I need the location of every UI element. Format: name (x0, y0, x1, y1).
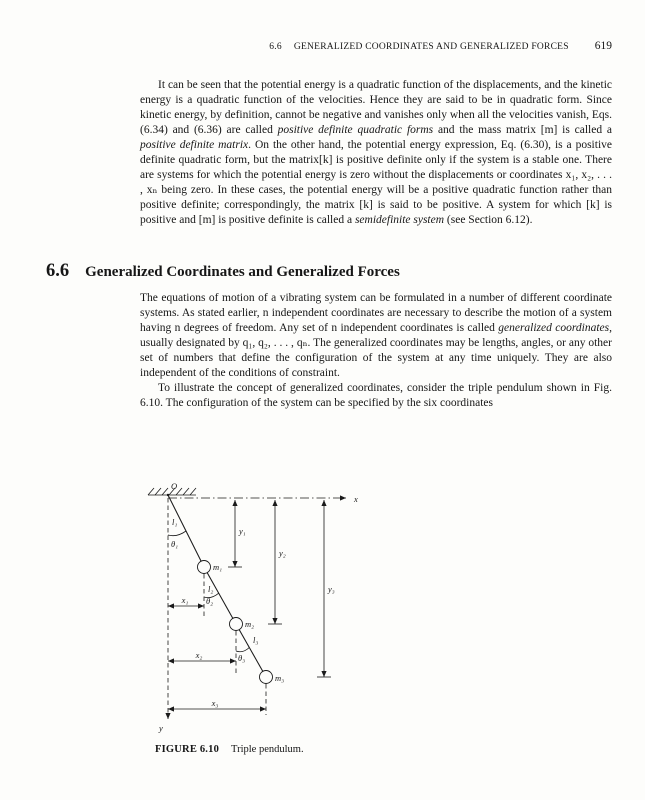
running-head (0, 40, 612, 52)
dimension-y3 (317, 500, 335, 677)
label-y-axis: y (159, 723, 163, 733)
label-l1: l₁ (172, 517, 178, 527)
label-origin: O (171, 481, 178, 491)
italic-phrase: positive definite quadratic forms (277, 123, 434, 136)
label-m3: m₃ (275, 673, 285, 683)
dimension-x2 (168, 650, 236, 661)
label-l2: l₂ (208, 584, 214, 594)
paragraph-2-text: The equations of motion of a vibrating system can be formulated in a number of different coordinate systems. As stated earlier, n independent coordinates are necessary to describe the motion of a system having n degrees of freedom. Any set of n independent coordinates is called (140, 292, 612, 334)
section-number: 6.6 (46, 261, 70, 281)
label-l3: l₃ (253, 635, 259, 645)
label-y2: y₂ (279, 548, 286, 558)
paragraph-1-text: . On the other hand, the potential energy expression, Eq. (6.30), is a positive definite quadratic form, but the matrix[k] is positive definite only if the system is a stable one. There are systems for which the potential energy is zero without the displacements or coordinates x₁, x₂, . . . , xₙ being zero. In these cases, the potential energy will be a positive quadratic function rather than positive definite; correspondingly, the matrix [k] is said to be positive. A system for which [k] is positive and [m] is positive definite is called a (140, 138, 612, 226)
label-m2: m₂ (245, 619, 255, 629)
italic-phrase: semidefinite system (354, 213, 445, 226)
label-y1: y₁ (239, 526, 246, 536)
label-theta2: θ₂ (206, 596, 214, 606)
pendulum-link-3 (236, 624, 266, 677)
label-x-axis: x (354, 494, 358, 504)
mass-node-m1 (198, 561, 211, 574)
figure-caption-text: Triple pendulum. (231, 744, 304, 755)
triple-pendulum-diagram (138, 477, 378, 745)
italic-phrase: generalized coordinates, (498, 322, 612, 334)
mass-node-m3 (260, 671, 273, 684)
page-number: 619 (594, 40, 612, 52)
italic-phrase: positive definite matrix (140, 138, 249, 151)
label-x3: x₃ (211, 698, 219, 708)
paragraph-1-text: (see Section 6.12). (444, 213, 533, 226)
section-body (140, 291, 612, 411)
figure-6-10 (138, 477, 378, 745)
running-head-title: GENERALIZED COORDINATES AND GENERALIZED FORCES (293, 42, 569, 52)
label-theta3: θ₃ (238, 653, 246, 663)
section-heading (46, 261, 400, 282)
paragraph-2 (140, 291, 612, 381)
figure-caption-label: FIGURE 6.10 (155, 744, 220, 755)
label-x1: x₁ (181, 595, 189, 605)
dimension-x1 (168, 595, 204, 606)
theta1-arc (168, 531, 186, 536)
paragraph-3: To illustrate the concept of generalized coordinates, consider the triple pendulum shown in Fig. 6.10. The configuration of the system can be specified by the six coordinates (140, 382, 612, 409)
theta3-arc (236, 648, 249, 652)
paragraph-2-text: usually designated by q₁, q₂, . . . , qₙ. The generalized coordinates may be lengths, angles, or any other set of numbers that define the configuration of the system at any time uniquely. They are also independent of the conditions of constraint. (140, 337, 612, 379)
paragraph-1-text: It can be seen that the potential energy is a quadratic function of the displacements, and the kinetic energy is a quadratic function of the velocities. Hence they are said to be in quadratic form. Since kinetic energy, by definition, cannot be negative and vanishes only when all the velocities vanish, Eqs. (6.34) and (6.36) are called (140, 78, 612, 136)
mass-node-m2 (230, 618, 243, 631)
paragraph-1 (140, 78, 612, 228)
dimension-y1 (228, 500, 246, 567)
label-x2: x₂ (195, 650, 203, 660)
dimension-y2 (268, 500, 286, 624)
running-head-section: 6.6 (269, 42, 282, 52)
label-theta1: θ₁ (171, 539, 179, 549)
section-title: Generalized Coordinates and Generalized Forces (85, 264, 400, 280)
dimension-x3 (168, 698, 266, 709)
label-m1: m₁ (213, 562, 223, 572)
paragraph-1-text: and the mass matrix [m] is called a (433, 123, 612, 136)
figure-caption (155, 744, 304, 755)
label-y3: y₃ (328, 584, 335, 594)
